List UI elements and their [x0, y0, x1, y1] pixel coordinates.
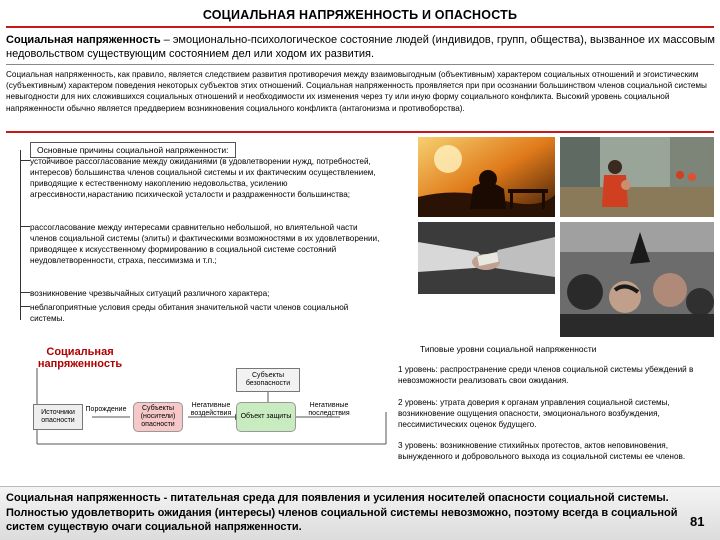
intro-paragraph: Социальная напряженность, как правило, является следствием развития противоречия между взаимовыгодным (объективным) характером социальных отношений и эгоистическим (субъективным) характером поведения некоторых субъектов этих отношений. Социальная напряженность проявляется при при осознании большинством членов социальной системы невыгодности для них сложившихся социальных отношений и необходимости их изменения через ту или иную форму социального конфликта. Высокий уровень социальной напряженности обычно является преддверием возникновения социального конфликта (антагонизма и противоборства). [6, 70, 707, 113]
negative-effects-label: Негативные воздействия [190, 402, 232, 417]
level-2: 2 уровень: утрата доверия к органам управления социальной системы, возникновение ощущения опасности, эмоционального возбуждения, пессимистических оценок будущего. [398, 398, 670, 429]
definition-text: – эмоционально-психологическое состояние людей (индивидов, групп, общества), вызванное их массовым недовольством существующим состоянием дел или ходом их развития. [6, 34, 715, 60]
cause-tick [20, 306, 30, 307]
intro-divider [6, 131, 714, 133]
bribe-handshake-photo [418, 222, 555, 294]
protected-object-box: Объект защиты [236, 402, 296, 432]
causes-title: Основные причины социальной напряженности: [30, 142, 236, 158]
cause-item-4: неблагоприятные условия среды обитания значительной части членов социальной системы. [30, 303, 349, 323]
negative-consequences-label: Негативные последствия [308, 402, 350, 417]
level-3: 3 уровень: возникновение стихийных протестов, актов неповиновения, вынужденного и добровольного выхода из социальной системы ее членов. [398, 441, 686, 461]
cause-tick [20, 160, 30, 161]
diagram-title: Социальная напряженность [37, 346, 123, 370]
definition-term: Социальная напряженность [6, 34, 161, 46]
summary-text: Социальная напряженность - питательная среда для появления и усиления носителей опасности социальной системы. Полностью удовлетворить ожидания (интересы) членов социальной системы невозможно, поэтому всегда в социальной систем существую очаги социальной напряженности. [6, 492, 678, 533]
generation-label: Порождение [85, 406, 127, 413]
definition-divider [6, 64, 714, 65]
levels-title: Типовые уровни социальной напряженности [420, 344, 597, 354]
title-divider [6, 26, 714, 28]
page-number: 81 [690, 514, 705, 529]
cause-item-3: возникновение чрезвычайных ситуаций различного характера; [30, 289, 270, 298]
carriers-box: Субъекты (носители) опасности [133, 402, 183, 432]
cause-tick [20, 292, 30, 293]
sad-man-photo [418, 137, 555, 217]
causes-bracket [20, 150, 21, 320]
flood-rescue-photo [560, 137, 714, 217]
cause-item-2: рассогласование между интересами сравнительно небольшой, но влиятельной части членов социальной системы (элиты) и фактическими возможностями в их удовлетворении, приводящее к искусственному формированию в социальной системе состояний неудовлетворенности, страха, пессимизма и т.п.; [30, 223, 380, 265]
cause-tick [20, 226, 30, 227]
cause-item-1: устойчивое рассогласование между ожиданиями (в удовлетворении нужд, потребностей, интересов) большинства членов социальной системы и их фактическим осуществлением, приводящие к естественному накоплению недовольства, усилению агрессивности,нарастанию психической усталости и раздраженности большинства; [30, 157, 376, 199]
sources-box: Источники опасности [33, 404, 83, 430]
protest-crowd-photo [560, 222, 714, 337]
level-1: 1 уровень: распространение среди членов социальной системы убеждений в невозможности реализовать свои ожидания. [398, 365, 694, 385]
page-title: СОЦИАЛЬНАЯ НАПРЯЖЕННОСТЬ И ОПАСНОСТЬ [202, 8, 518, 22]
definition [6, 33, 718, 61]
safety-subjects-box: Субъекты безопасности [236, 368, 300, 392]
